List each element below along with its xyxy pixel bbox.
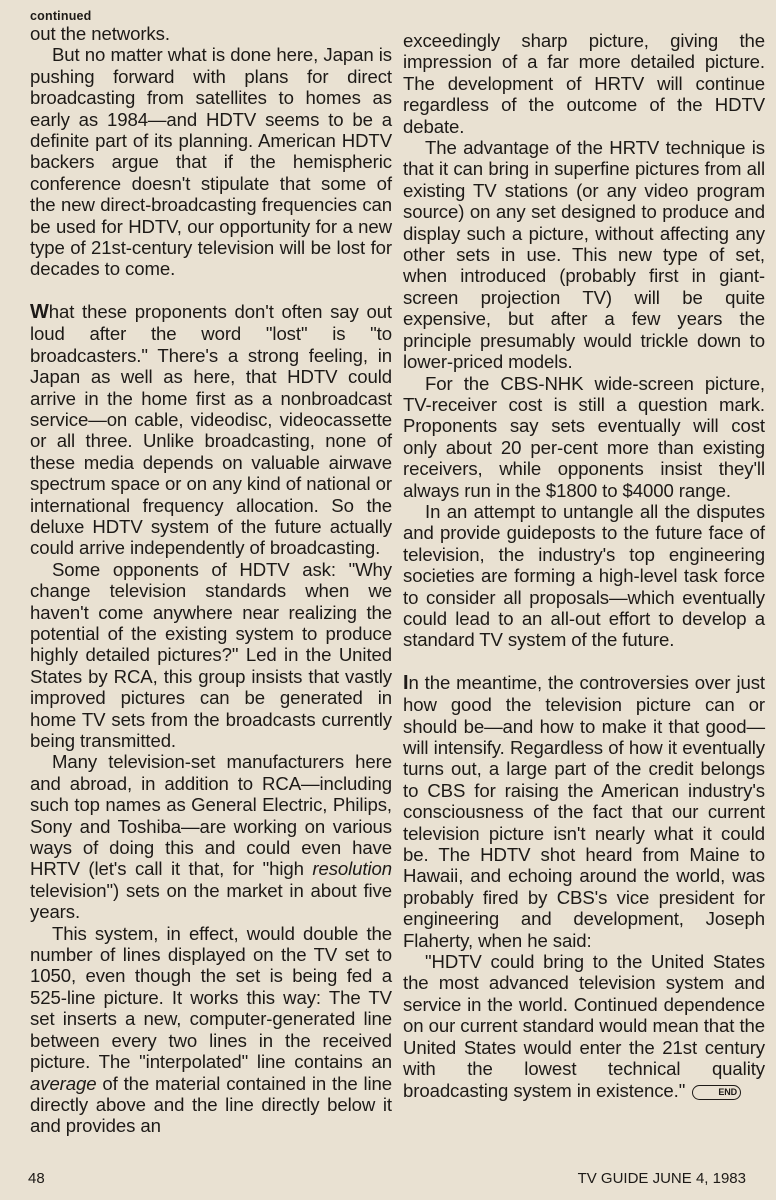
left-column — [30, 0, 392, 1137]
initial-letter: W — [30, 300, 49, 323]
paragraph — [403, 672, 765, 951]
paragraph-text: This system, in effect, would double the number of lines displayed on the TV set to 1050, even though the set is being fed a 525-line picture. It works this way: The TV set inserts a new, computer-generated line between every two lines in the received picture. The "interpolated" line contains an — [30, 922, 392, 1073]
paragraph-text: Many television-set manufacturers here and abroad, in addition to RCA—including such top names as General Electric, Philips, Sony and Toshiba—are working on various ways of doing this and could even have HRTV (let's call it that, for "high — [30, 751, 392, 880]
paragraph-text: of the material contained in the line directly above and the line directly below it and provides an — [30, 1072, 392, 1137]
paragraph: out the networks. — [30, 23, 170, 44]
paragraph: For the CBS-NHK wide-screen picture, TV-receiver cost is still a question mark. Proponents say sets eventually will cost only about 20 per-cent more than existing receivers, while opponents insist they'll always run in the $1800 to $4000 range. — [403, 372, 765, 501]
initial-letter: I — [403, 671, 409, 694]
paragraph: But no matter what is done here, Japan is pushing forward with plans for direct broadcasting from satellites to homes as early as 1984—and HDTV seems to be a definite part of its planning. American HDTV backers argue that if the hemispheric conference doesn't stipulate that some of the new direct-broadcasting frequencies can be used for HDTV, our opportunity for a new type of 21st-century television will be lost for decades to come. — [30, 44, 392, 280]
paragraph: Some opponents of HDTV ask: "Why change television standards when we haven't come anywhere near realizing the potential of the existing system to produce highly detailed pictures?" Led in the United States by RCA, this group insists that vastly improved pictures can be generated in home TV sets from the broadcasts currently being transmitted. — [30, 558, 392, 751]
page-number: 48 — [28, 1170, 45, 1187]
paragraph-text: television") sets on the market in about five years. — [30, 879, 392, 923]
paragraph: exceedingly sharp picture, giving the impression of a far more detailed picture. The development of HRTV will continue regardless of the outcome of the HDTV debate. — [403, 30, 765, 137]
quote-text: "HDTV could bring to the United States the most advanced television system and service in the world. Continued dependence on our current standard would mean that the United States would enter the 21st century with the lowest technical quality broadcasting system in existence." — [403, 951, 765, 1101]
paragraph — [30, 751, 392, 922]
paragraph: In an attempt to untangle all the disputes and provide guideposts to the future face of television, the industry's top engineering societies are forming a high-level task force to consider all proposals—which eventually could lead to an all-out effort to develop a standard TV system of the future. — [403, 500, 765, 651]
emphasis: average — [30, 1072, 97, 1094]
publication-footer: TV GUIDE JUNE 4, 1983 — [577, 1170, 746, 1187]
paragraph — [403, 951, 765, 1101]
paragraph — [30, 923, 392, 1137]
paragraph — [30, 301, 392, 559]
paragraph-text: hat these proponents don't often say out loud after the word "lost" is "to broadcasters." There's a strong feeling, in Japan as well as here, that HDTV could arrive in the home first as a nonbroadcast service—on cable, videodisc, videocassette or all three. Unlike broadcasting, none of these media depends on valuable airwave spectrum space or on any kind of national or international frequency allocation. So the deluxe HDTV system of the future actually could arrive independently of broadcasting. — [30, 300, 392, 559]
paragraph: The advantage of the HRTV technique is that it can bring in superfine pictures from all existing TV stations (or any video program source) on any set designed to produce and display such a picture, without affecting any other sets in use. This new type of set, when introduced (probably first in giant-screen projection TV) will be quite expensive, but after a few years the principle presumably would trickle down to lower-priced models. — [403, 137, 765, 373]
emphasis: resolution — [312, 858, 392, 880]
paragraph-text: n the meantime, the controversies over just how good the television picture can or should be—and how to make it that good—will intensify. Regardless of how it eventually turns out, a large part of the credit belongs to CBS for raising the American industry's consciousness of the fact that our current television picture isn't nearly what it could be. The HDTV shot heard from Maine to Hawaii, and echoing around the world, was probably fired by CBS's vice president for engineering and development, Joseph Flaherty, when he said: — [403, 671, 765, 951]
right-column — [403, 0, 765, 1101]
end-mark-icon: END — [692, 1085, 741, 1100]
continued-label: continued — [30, 9, 92, 23]
